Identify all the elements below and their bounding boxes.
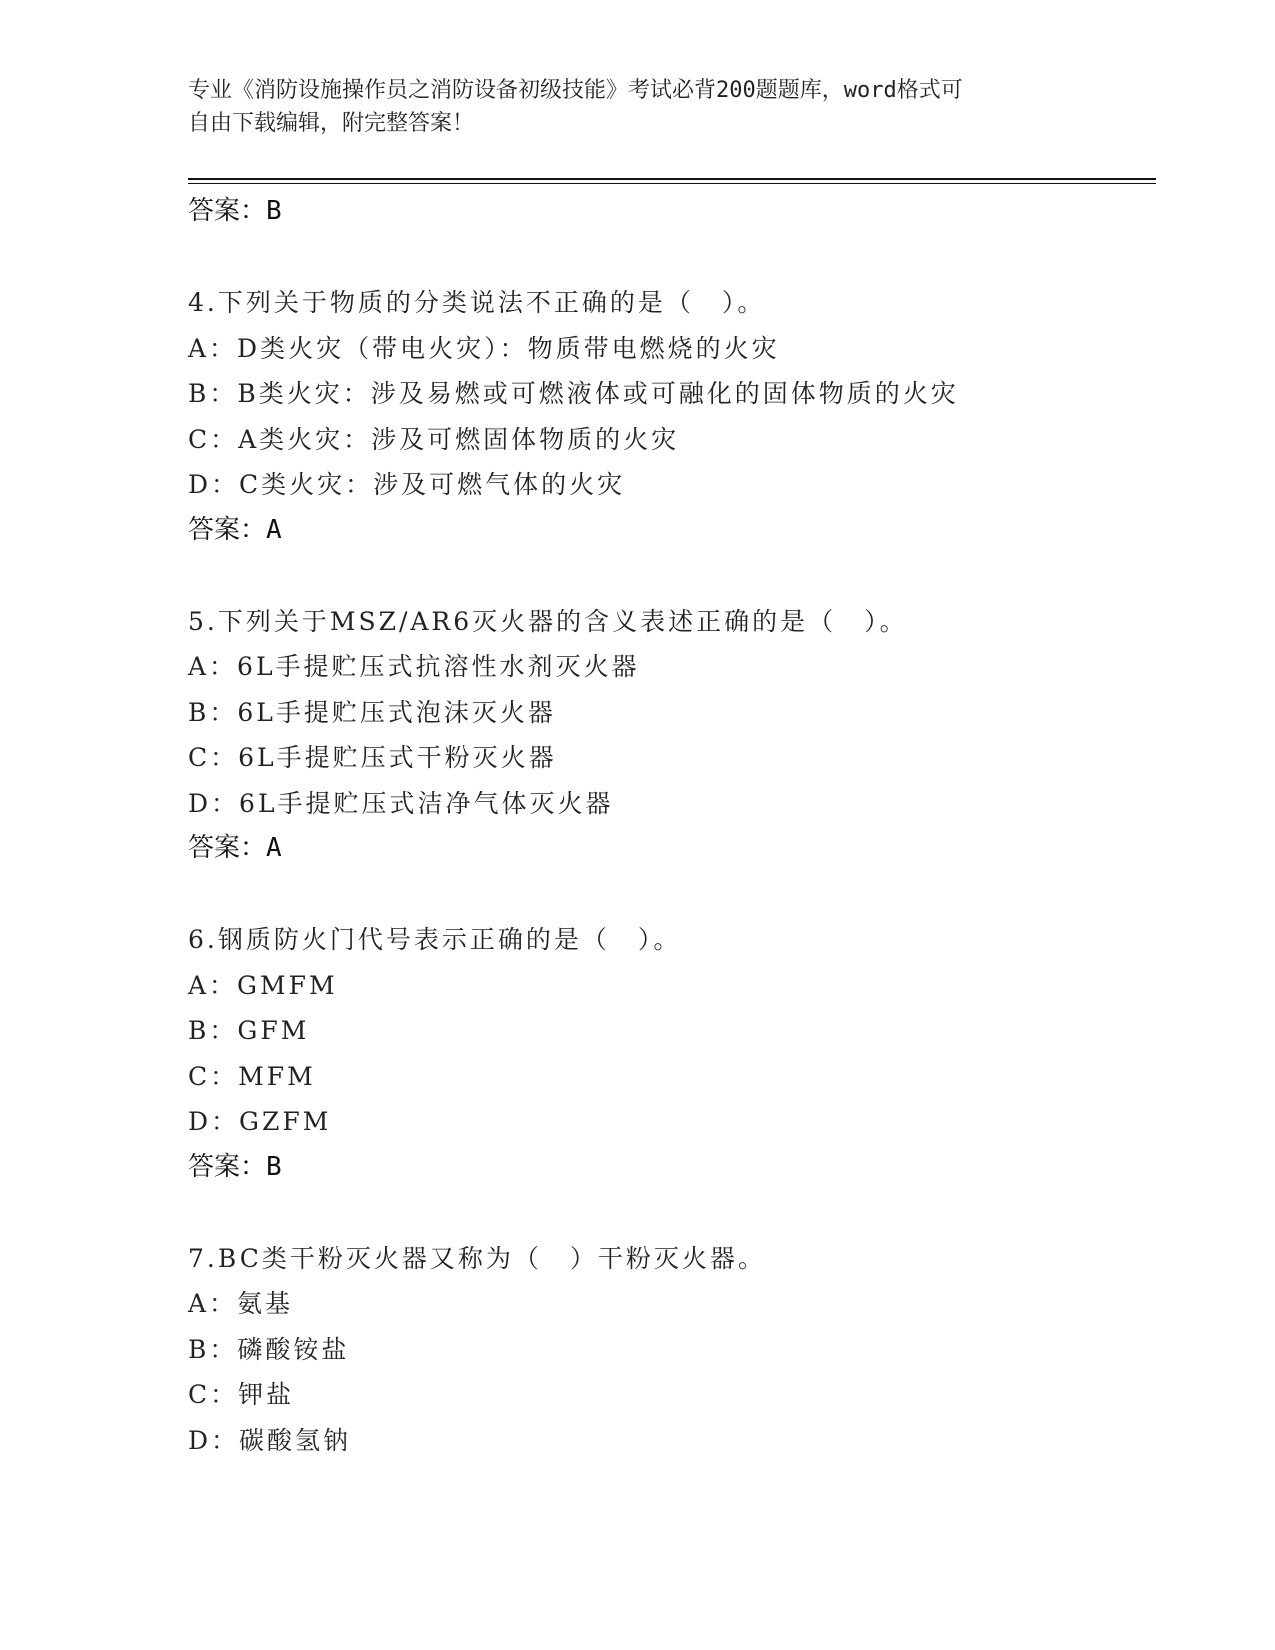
- answer-4: 答案：A: [188, 514, 282, 545]
- answer-3: 答案：B: [188, 196, 282, 226]
- question-6-option-a: A：GMFM: [188, 970, 338, 1000]
- header-divider-thin: [188, 183, 1156, 184]
- question-5-option-b: B：6L手提贮压式泡沫灭火器: [188, 697, 556, 727]
- header-divider: [188, 178, 1156, 180]
- question-7-option-a: A：氨基: [188, 1289, 294, 1318]
- question-7-option-c: C：钾盐: [188, 1380, 295, 1409]
- spacer: [188, 553, 1156, 599]
- answer-6: 答案：B: [188, 1151, 282, 1182]
- question-4-option-b: B：B类火灾：涉及易燃或可燃液体或可融化的固体物质的火灾: [188, 379, 959, 408]
- question-4-option-c: C：A类火灾：涉及可燃固体物质的火灾: [188, 424, 680, 454]
- question-6-option-c: C：MFM: [188, 1061, 316, 1091]
- spacer: [188, 1190, 1156, 1236]
- question-block-4: [188, 280, 1156, 553]
- question-5-option-a: A：6L手提贮压式抗溶性水剂灭火器: [188, 652, 640, 681]
- question-4-option-a: A：D类火灾（带电火灾）：物质带电燃烧的火灾: [188, 333, 780, 363]
- question-list: [188, 189, 1156, 1463]
- header-title-line-1: 专业《消防设施操作员之消防设备初级技能》考试必背200题题库，word格式可: [188, 78, 963, 103]
- page-header: [188, 74, 1068, 140]
- question-4-option-d: D：C类火灾：涉及可燃气体的火灾: [188, 470, 626, 499]
- question-block-5: [188, 599, 1156, 872]
- question-7-text: 7.BC类干粉灭火器又称为（ ）干粉灭火器。: [188, 1243, 766, 1273]
- question-5-option-d: D：6L手提贮压式洁净气体灭火器: [188, 788, 614, 818]
- question-7-option-b: B：磷酸铵盐: [188, 1334, 350, 1364]
- question-6-option-b: B：GFM: [188, 1016, 310, 1045]
- question-4-text: 4.下列关于物质的分类说法不正确的是（ ）。: [188, 288, 766, 317]
- question-5-text: 5.下列关于MSZ/AR6灭火器的含义表述正确的是（ ）。: [188, 606, 908, 636]
- question-5-option-c: C：6L手提贮压式干粉灭火器: [188, 743, 557, 772]
- header-title-line-2: 自由下载编辑，附完整答案！: [188, 111, 475, 136]
- question-block-7: [188, 1236, 1156, 1464]
- spacer: [188, 234, 1156, 280]
- question-block-6: [188, 917, 1156, 1190]
- question-6-text: 6.钢质防火门代号表示正确的是（ ）。: [188, 925, 682, 954]
- question-6-option-d: D：GZFM: [188, 1107, 332, 1136]
- answer-5: 答案：A: [188, 833, 282, 863]
- question-7-option-d: D：碳酸氢钠: [188, 1425, 352, 1455]
- spacer: [188, 871, 1156, 917]
